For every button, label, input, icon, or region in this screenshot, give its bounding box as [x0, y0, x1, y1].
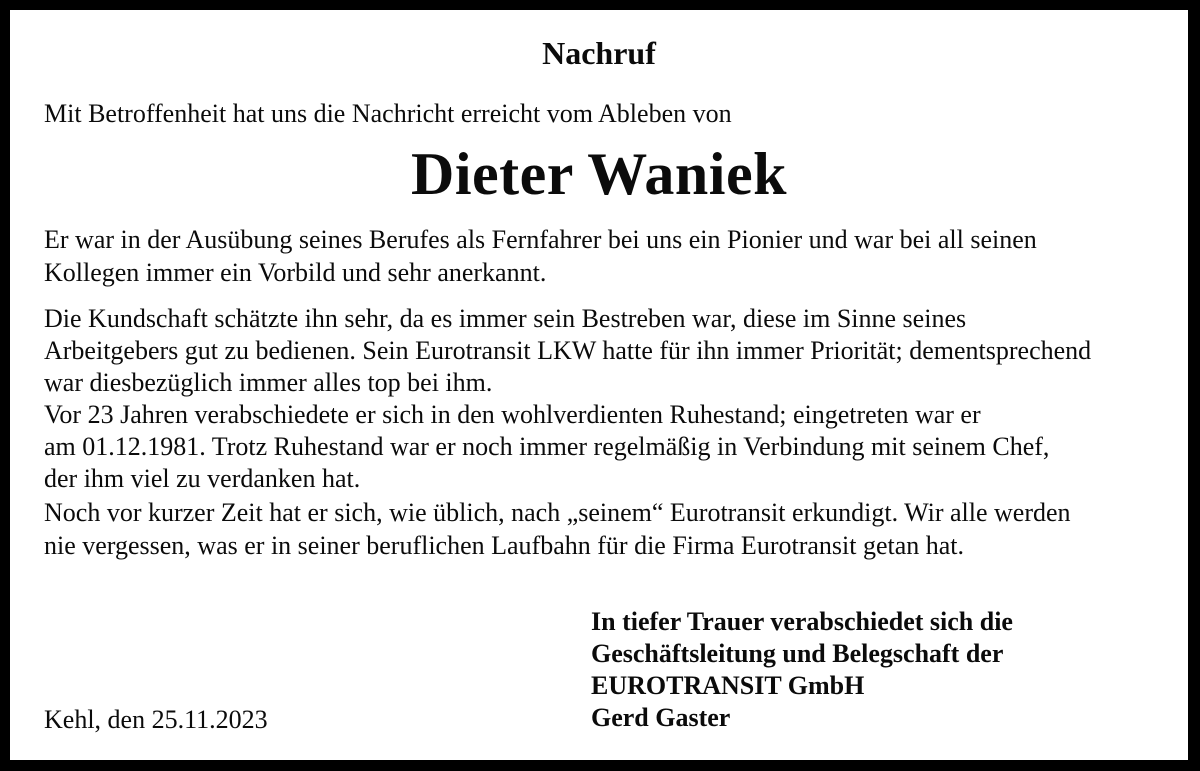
- text-line: EUROTRANSIT GmbH: [591, 671, 865, 700]
- paragraph-retirement: [44, 399, 1049, 495]
- paragraph-customers: [44, 303, 1091, 399]
- text-line: Die Kundschaft schätzte ihn sehr, da es immer sein Bestreben war, diese im Sinne seines: [44, 304, 967, 333]
- text-line: Arbeitgebers gut zu bedienen. Sein Eurotransit LKW hatte für ihn immer Priorität; dementsprechend: [44, 336, 1092, 365]
- text-line: Geschäftsleitung und Belegschaft der: [591, 639, 1004, 668]
- text-line: Er war in der Ausübung seines Berufes als Fernfahrer bei uns ein Pionier und war bei all seinen: [44, 225, 1037, 254]
- closing-block: [591, 606, 1013, 734]
- text-line: am 01.12.1981. Trotz Ruhestand war er noch immer regelmäßig in Verbindung mit seinem Chef,: [44, 432, 1050, 461]
- dateline: Kehl, den 25.11.2023: [44, 705, 268, 734]
- obituary-header: Nachruf: [542, 35, 656, 71]
- paragraph-career: [44, 223, 1037, 289]
- paragraph-remembrance: [44, 496, 1071, 562]
- text-line: Gerd Gaster: [591, 703, 731, 732]
- text-line: nie vergessen, was er in seiner beruflichen Laufbahn für die Firma Eurotransit getan hat.: [44, 531, 965, 560]
- text-line: Vor 23 Jahren verabschiedete er sich in den wohlverdienten Ruhestand; eingetreten war er: [44, 400, 981, 429]
- deceased-name: Dieter Waniek: [411, 141, 787, 207]
- text-line: In tiefer Trauer verabschiedet sich die: [591, 607, 1013, 636]
- text-line: der ihm viel zu verdanken hat.: [44, 464, 361, 493]
- text-line: Noch vor kurzer Zeit hat er sich, wie üblich, nach „seinem“ Eurotransit erkundigt. Wir alle werden: [44, 498, 1071, 527]
- text-line: Kollegen immer ein Vorbild und sehr anerkannt.: [44, 258, 547, 287]
- intro-line: Mit Betroffenheit hat uns die Nachricht erreicht vom Ableben von: [44, 99, 732, 128]
- text-line: war diesbezüglich immer alles top bei ihm.: [44, 368, 493, 397]
- scan-corner-notch: [1186, 0, 1195, 24]
